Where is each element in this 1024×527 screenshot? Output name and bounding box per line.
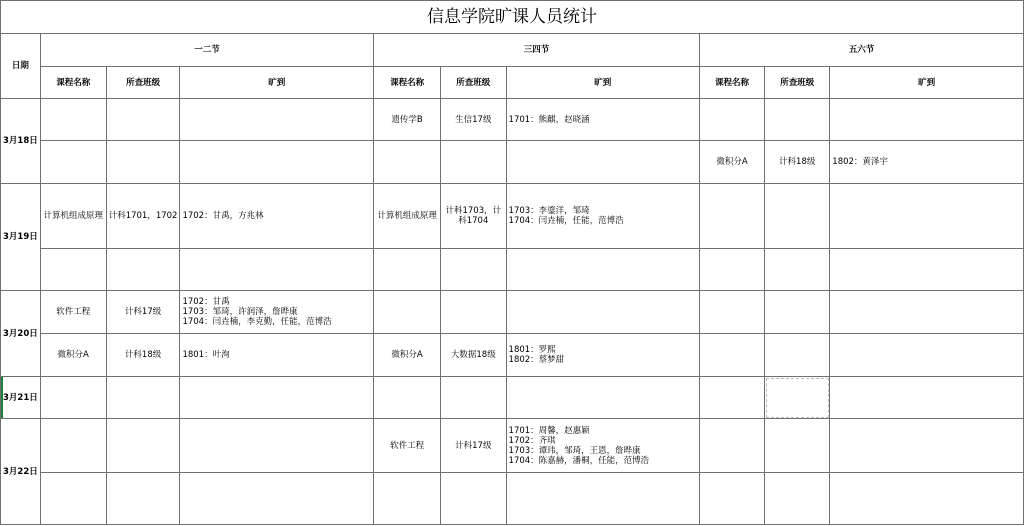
course-cell[interactable] bbox=[699, 419, 764, 473]
class-cell[interactable]: 计科17级 bbox=[106, 291, 180, 334]
absent-cell[interactable] bbox=[830, 184, 1024, 249]
course-cell[interactable] bbox=[699, 99, 764, 141]
sheet-title: 信息学院旷课人员统计 bbox=[1, 1, 1024, 34]
course-cell[interactable] bbox=[374, 141, 441, 184]
absent-cell[interactable]: 1702：甘禹，方兆林 bbox=[180, 184, 374, 249]
class-cell[interactable] bbox=[441, 249, 506, 291]
class-cell[interactable] bbox=[441, 377, 506, 419]
course-cell[interactable] bbox=[374, 291, 441, 334]
session-header-3: 五六节 bbox=[699, 34, 1023, 67]
class-cell[interactable]: 生信17级 bbox=[441, 99, 506, 141]
absent-cell[interactable] bbox=[506, 377, 699, 419]
absent-cell[interactable] bbox=[830, 99, 1024, 141]
session-header-1: 一二节 bbox=[40, 34, 373, 67]
course-cell[interactable] bbox=[699, 291, 764, 334]
class-cell[interactable] bbox=[765, 473, 830, 525]
class-cell[interactable] bbox=[765, 419, 830, 473]
column-header-absent: 旷到 bbox=[180, 67, 374, 99]
class-cell[interactable] bbox=[765, 334, 830, 377]
course-cell[interactable] bbox=[374, 473, 441, 525]
absent-cell[interactable] bbox=[180, 377, 374, 419]
absent-cell[interactable]: 1703：李鎏洋，邹琦 1704：闫垚楠，任能，范博浩 bbox=[506, 184, 699, 249]
class-cell[interactable]: 计科1703，计科1704 bbox=[441, 184, 506, 249]
absent-cell[interactable] bbox=[830, 473, 1024, 525]
course-cell[interactable] bbox=[374, 377, 441, 419]
course-cell[interactable] bbox=[699, 334, 764, 377]
class-cell[interactable] bbox=[765, 99, 830, 141]
class-cell[interactable] bbox=[765, 291, 830, 334]
date-header: 日期 bbox=[1, 34, 41, 99]
class-cell[interactable] bbox=[106, 249, 180, 291]
class-cell[interactable] bbox=[106, 141, 180, 184]
course-cell[interactable] bbox=[40, 249, 106, 291]
date-cell[interactable]: 3月20日 bbox=[1, 291, 41, 377]
absent-cell[interactable] bbox=[506, 291, 699, 334]
column-header-class: 所查班级 bbox=[106, 67, 180, 99]
course-cell[interactable]: 软件工程 bbox=[374, 419, 441, 473]
course-cell[interactable]: 计算机组成原理 bbox=[374, 184, 441, 249]
course-cell[interactable] bbox=[699, 184, 764, 249]
class-cell[interactable] bbox=[441, 473, 506, 525]
date-cell[interactable]: 3月21日 bbox=[1, 377, 41, 419]
column-header-absent: 旷到 bbox=[506, 67, 699, 99]
absent-cell[interactable]: 1801：叶洵 bbox=[180, 334, 374, 377]
absent-cell[interactable] bbox=[506, 249, 699, 291]
column-header-course: 课程名称 bbox=[40, 67, 106, 99]
absent-cell[interactable]: 1801：罗熙 1802：蔡梦甜 bbox=[506, 334, 699, 377]
absent-cell[interactable] bbox=[180, 141, 374, 184]
column-header-absent: 旷到 bbox=[830, 67, 1024, 99]
class-cell[interactable] bbox=[765, 249, 830, 291]
absent-cell[interactable]: 1702：甘禹 1703：邹琦，许润泽，詹晔康 1704：闫垚楠，李克勤，任能，范博浩 bbox=[180, 291, 374, 334]
absent-cell[interactable]: 1701：熊麒，赵晓涵 bbox=[506, 99, 699, 141]
class-cell[interactable]: 计科1701，1702 bbox=[106, 184, 180, 249]
column-header-course: 课程名称 bbox=[374, 67, 441, 99]
course-cell[interactable] bbox=[699, 473, 764, 525]
course-cell[interactable] bbox=[40, 141, 106, 184]
class-cell[interactable] bbox=[106, 473, 180, 525]
class-cell[interactable] bbox=[441, 141, 506, 184]
class-cell[interactable] bbox=[765, 377, 830, 419]
absent-cell[interactable] bbox=[830, 377, 1024, 419]
class-cell[interactable] bbox=[106, 99, 180, 141]
course-cell[interactable]: 微积分A bbox=[374, 334, 441, 377]
date-cell[interactable]: 3月18日 bbox=[1, 99, 41, 184]
course-cell[interactable] bbox=[699, 377, 764, 419]
absent-cell[interactable] bbox=[830, 419, 1024, 473]
course-cell[interactable]: 软件工程 bbox=[40, 291, 106, 334]
course-cell[interactable] bbox=[40, 99, 106, 141]
class-cell[interactable]: 计科18级 bbox=[106, 334, 180, 377]
absent-cell[interactable] bbox=[180, 99, 374, 141]
class-cell[interactable]: 计科18级 bbox=[765, 141, 830, 184]
column-header-course: 课程名称 bbox=[699, 67, 764, 99]
absent-cell[interactable]: 1802：黄泽宇 bbox=[830, 141, 1024, 184]
course-cell[interactable]: 微积分A bbox=[699, 141, 764, 184]
absent-cell[interactable] bbox=[830, 291, 1024, 334]
class-cell[interactable] bbox=[765, 184, 830, 249]
course-cell[interactable] bbox=[40, 377, 106, 419]
date-cell[interactable]: 3月22日 bbox=[1, 419, 41, 525]
absent-cell[interactable] bbox=[180, 249, 374, 291]
absent-cell[interactable] bbox=[180, 419, 374, 473]
column-header-class: 所查班级 bbox=[441, 67, 506, 99]
course-cell[interactable]: 计算机组成原理 bbox=[40, 184, 106, 249]
course-cell[interactable]: 遗传学B bbox=[374, 99, 441, 141]
absent-cell[interactable] bbox=[506, 141, 699, 184]
absent-cell[interactable] bbox=[506, 473, 699, 525]
session-header-2: 三四节 bbox=[374, 34, 700, 67]
class-cell[interactable]: 大数据18级 bbox=[441, 334, 506, 377]
course-cell[interactable] bbox=[374, 249, 441, 291]
course-cell[interactable]: 微积分A bbox=[40, 334, 106, 377]
absent-cell[interactable]: 1701：周馨，赵惠颖 1702：齐琪 1703：谭玮，邹琦，王恩，詹晔康 1704：陈嘉赫，潘桐，任能，范博浩 bbox=[506, 419, 699, 473]
date-cell[interactable]: 3月19日 bbox=[1, 184, 41, 291]
class-cell[interactable]: 计科17级 bbox=[441, 419, 506, 473]
absent-cell[interactable] bbox=[180, 473, 374, 525]
absent-cell[interactable] bbox=[830, 334, 1024, 377]
column-header-class: 所查班级 bbox=[765, 67, 830, 99]
course-cell[interactable] bbox=[40, 419, 106, 473]
course-cell[interactable] bbox=[40, 473, 106, 525]
course-cell[interactable] bbox=[699, 249, 764, 291]
class-cell[interactable] bbox=[441, 291, 506, 334]
class-cell[interactable] bbox=[106, 377, 180, 419]
absent-cell[interactable] bbox=[830, 249, 1024, 291]
class-cell[interactable] bbox=[106, 419, 180, 473]
